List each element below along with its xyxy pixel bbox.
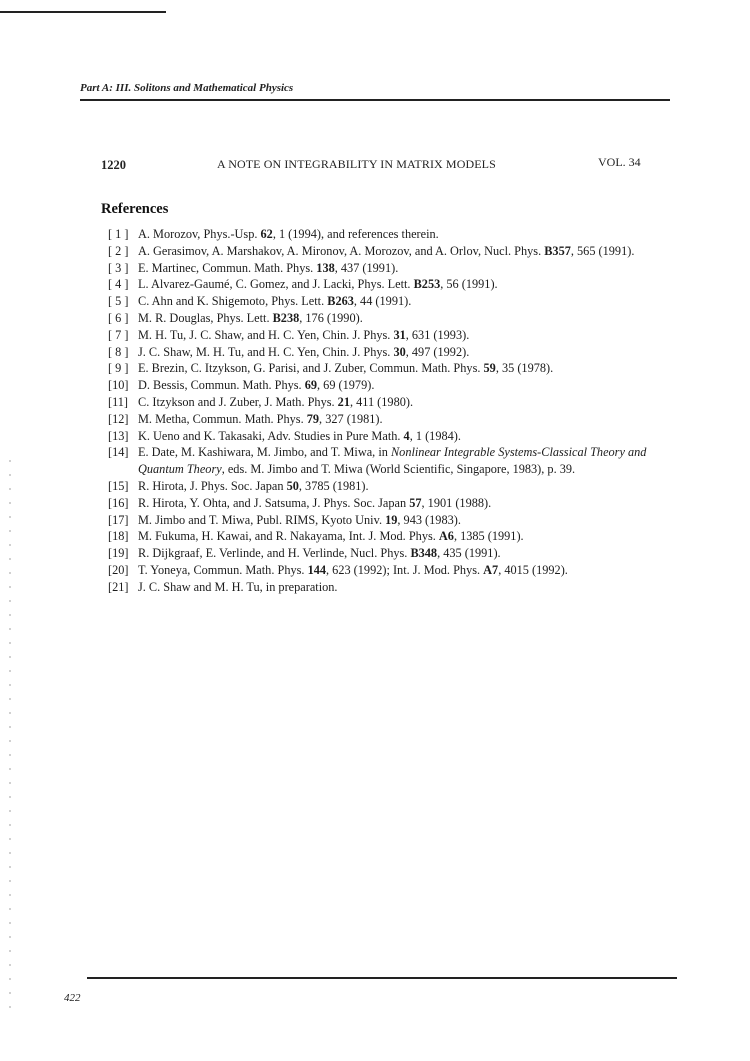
reference-item	[108, 444, 648, 478]
reference-label: [ 3 ]	[108, 260, 129, 275]
reference-volume: 4	[403, 428, 410, 443]
reference-text	[138, 529, 524, 543]
reference-fragment: , 497 (1992).	[405, 344, 470, 359]
reference-text	[138, 261, 398, 275]
reference-text	[138, 328, 469, 342]
reference-volume: 144	[307, 562, 327, 577]
reference-fragment: L. Alvarez-Gaumé, C. Gomez, and J. Lacki, Phys. Lett.	[138, 277, 414, 292]
reference-book-title: Nonlinear Integrable Systems-Classical Theory and Quantum Theory	[138, 445, 647, 477]
reference-label: [12]	[108, 411, 129, 426]
reference-fragment: A. Gerasimov, A. Marshakov, A. Mironov, A. Morozov, and A. Orlov, Nucl. Phys.	[138, 243, 545, 258]
reference-text	[138, 294, 411, 308]
reference-fragment: C. Ahn and K. Shigemoto, Phys. Lett.	[138, 294, 328, 309]
reference-text	[138, 563, 568, 577]
reference-label: [20]	[108, 562, 129, 577]
reference-item	[108, 411, 648, 428]
reference-fragment: , 411 (1980).	[349, 394, 414, 409]
reference-volume: B238	[272, 310, 300, 325]
reference-text	[138, 513, 461, 527]
reference-text	[138, 361, 553, 375]
reference-fragment: , 35 (1978).	[495, 361, 554, 376]
reference-text	[138, 546, 501, 560]
reference-fragment: , 3785 (1981).	[298, 478, 369, 493]
reference-volume: A6	[438, 529, 454, 544]
reference-fragment: , 1 (1994), and references therein.	[272, 227, 439, 241]
reference-item	[108, 344, 648, 361]
reference-fragment: D. Bessis, Commun. Math. Phys.	[138, 378, 305, 393]
reference-fragment: , 69 (1979).	[317, 378, 375, 393]
reference-label: [10]	[108, 378, 129, 393]
reference-text	[138, 496, 491, 510]
reference-text	[138, 311, 363, 325]
reference-label: [ 9 ]	[108, 361, 129, 376]
reference-fragment: , 1385 (1991).	[453, 529, 524, 544]
reference-volume: B263	[327, 294, 354, 309]
reference-fragment: M. Jimbo and T. Miwa, Publ. RIMS, Kyoto Univ.	[138, 512, 386, 527]
reference-fragment: R. Dijkgraaf, E. Verlinde, and H. Verlinde, Nucl. Phys.	[138, 546, 411, 561]
reference-volume: A7	[483, 562, 499, 577]
reference-fragment: M. R. Douglas, Phys. Lett.	[138, 310, 273, 325]
reference-text	[138, 580, 337, 594]
reference-volume: 62	[260, 227, 273, 241]
reference-volume: 69	[304, 378, 318, 393]
reference-label: [19]	[108, 546, 129, 561]
reference-text	[138, 244, 634, 258]
reference-text	[138, 345, 469, 359]
reference-volume: 30	[393, 344, 406, 359]
reference-fragment: , 1901 (1988).	[421, 495, 492, 510]
reference-label: [17]	[108, 512, 129, 527]
reference-fragment: E. Martinec, Commun. Math. Phys.	[138, 260, 317, 275]
reference-volume: 57	[409, 495, 422, 510]
reference-fragment: , 943 (1983).	[397, 512, 461, 527]
reference-text	[138, 277, 498, 291]
reference-label: [ 2 ]	[108, 243, 129, 258]
reference-item	[108, 579, 648, 596]
reference-label: [15]	[108, 478, 129, 493]
journal-page-number: 1220	[101, 158, 126, 172]
reference-text	[138, 445, 646, 476]
reference-fragment: A. Morozov, Phys.-Usp.	[138, 227, 261, 241]
footer-rule	[87, 977, 677, 979]
reference-item	[108, 360, 648, 377]
reference-fragment: , 435 (1991).	[437, 546, 501, 561]
reference-item	[108, 512, 648, 529]
reference-volume: 31	[393, 327, 406, 342]
reference-fragment: K. Ueno and K. Takasaki, Adv. Studies in Pure Math.	[138, 428, 404, 443]
reference-label: [16]	[108, 495, 129, 510]
running-title: A NOTE ON INTEGRABILITY IN MATRIX MODELS	[217, 157, 496, 171]
reference-label: [14]	[108, 445, 129, 460]
reference-fragment: M. H. Tu, J. C. Shaw, and H. C. Yen, Chin. J. Phys.	[138, 327, 394, 342]
reference-volume: 21	[337, 394, 350, 409]
reference-label: [ 4 ]	[108, 277, 129, 292]
reference-fragment: J. C. Shaw, M. H. Tu, and H. C. Yen, Chin. J. Phys.	[138, 344, 394, 359]
reference-item	[108, 260, 648, 277]
reference-fragment: , 56 (1991).	[440, 277, 498, 292]
reference-text	[138, 412, 383, 426]
reference-item	[108, 276, 648, 293]
reference-fragment: E. Date, M. Kashiwara, M. Jimbo, and T. Miwa, in	[138, 445, 391, 460]
reference-fragment: , eds. M. Jimbo and T. Miwa (World Scientific, Singapore, 1983), p. 39.	[221, 462, 576, 477]
reference-fragment: , 1 (1984).	[409, 428, 461, 443]
reference-label: [21]	[108, 579, 129, 594]
reference-item	[108, 428, 648, 445]
reference-text	[138, 479, 369, 493]
scan-margin-specks	[9, 460, 11, 1020]
reference-item	[108, 495, 648, 512]
reference-fragment: R. Hirota, J. Phys. Soc. Japan	[138, 478, 287, 493]
reference-fragment: , 4015 (1992).	[498, 562, 568, 577]
references-heading: References	[101, 201, 169, 217]
reference-label: [ 8 ]	[108, 344, 129, 359]
reference-fragment: , 327 (1981).	[319, 411, 383, 426]
reference-fragment: , 631 (1993).	[405, 327, 470, 342]
folio-page-number: 422	[64, 992, 81, 1004]
reference-volume: 79	[306, 411, 320, 426]
reference-label: [11]	[108, 394, 129, 409]
reference-volume: 19	[385, 512, 398, 527]
reference-volume: B348	[410, 546, 438, 561]
reference-label: [ 1 ]	[108, 227, 129, 241]
reference-label: [ 6 ]	[108, 310, 129, 325]
reference-fragment: M. Fukuma, H. Kawai, and R. Nakayama, Int. J. Mod. Phys.	[138, 529, 439, 544]
reference-item	[108, 293, 648, 310]
reference-item	[108, 478, 648, 495]
top-rule	[0, 11, 166, 13]
reference-item	[108, 545, 648, 562]
reference-item	[108, 310, 648, 327]
reference-item	[108, 327, 648, 344]
reference-label: [13]	[108, 428, 129, 443]
reference-text	[138, 395, 413, 409]
reference-fragment: , 44 (1991).	[353, 294, 412, 309]
reference-fragment: E. Brezin, C. Itzykson, G. Parisi, and J. Zuber, Commun. Math. Phys.	[138, 361, 484, 376]
reference-fragment: R. Hirota, Y. Ohta, and J. Satsuma, J. Phys. Soc. Japan	[138, 495, 410, 510]
reference-item	[108, 528, 648, 545]
reference-item	[108, 377, 648, 394]
reference-fragment: C. Itzykson and J. Zuber, J. Math. Phys.	[138, 394, 338, 409]
reference-volume: B357	[544, 243, 571, 258]
reference-item	[108, 243, 648, 260]
series-header: Part A: III. Solitons and Mathematical Physics	[80, 82, 294, 94]
reference-fragment: M. Metha, Commun. Math. Phys.	[138, 411, 307, 426]
reference-fragment: , 437 (1991).	[334, 260, 399, 275]
reference-text	[138, 227, 439, 241]
reference-text	[138, 429, 461, 443]
reference-list	[108, 226, 648, 596]
reference-fragment: , 176 (1990).	[299, 310, 363, 325]
reference-volume: 138	[316, 260, 335, 275]
reference-volume: 50	[286, 478, 299, 493]
reference-volume: B253	[413, 277, 441, 292]
reference-fragment: , 565 (1991).	[570, 243, 635, 258]
header-rule	[80, 99, 670, 101]
reference-fragment: T. Yoneya, Commun. Math. Phys.	[138, 562, 308, 577]
volume-label: VOL. 34	[598, 155, 641, 169]
reference-volume: 59	[483, 361, 496, 376]
reference-item	[108, 394, 648, 411]
reference-label: [ 5 ]	[108, 294, 129, 309]
reference-item	[108, 226, 648, 243]
reference-fragment: , 623 (1992); Int. J. Mod. Phys.	[326, 562, 484, 577]
reference-item	[108, 562, 648, 579]
reference-text	[138, 378, 374, 392]
reference-label: [ 7 ]	[108, 327, 129, 342]
reference-fragment: J. C. Shaw and M. H. Tu, in preparation.	[138, 579, 338, 594]
reference-label: [18]	[108, 529, 129, 544]
